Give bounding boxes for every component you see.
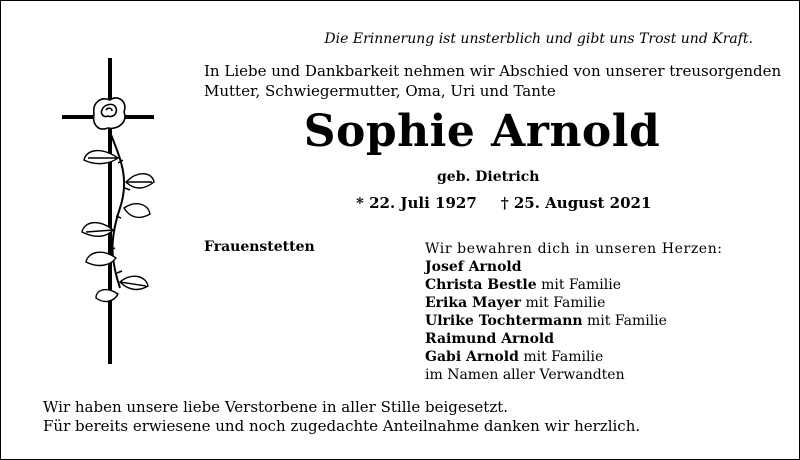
- death-date: † 25. August 2021: [500, 194, 652, 212]
- mourner-suffix: mit Familie: [536, 277, 622, 293]
- birth-name: geb. Dietrich: [437, 169, 540, 185]
- mourner-row: [425, 258, 723, 276]
- intro-text: [204, 61, 781, 101]
- mourner-name: Gabi Arnold: [425, 349, 519, 365]
- place-name: Frauenstetten: [204, 239, 315, 255]
- birth-date: * 22. Juli 1927: [356, 194, 477, 212]
- mourners-list: [425, 240, 723, 384]
- mourner-name: Erika Mayer: [425, 295, 521, 311]
- memorial-quote: Die Erinnerung ist unsterblich und gibt uns Trost und Kraft.: [324, 31, 753, 47]
- life-dates: [356, 194, 651, 212]
- intro-line-1: In Liebe und Dankbarkeit nehmen wir Abschied von unserer treusorgenden: [204, 62, 782, 80]
- mourner-row: [425, 348, 723, 366]
- mourners-lead: Wir bewahren dich in unseren Herzen:: [425, 241, 723, 257]
- mourner-row: [425, 312, 723, 330]
- mourner-name: Josef Arnold: [425, 259, 522, 275]
- mourner-row: [425, 330, 723, 348]
- mourner-row: [425, 294, 723, 312]
- deceased-name: Sophie Arnold: [303, 106, 661, 157]
- mourner-suffix: mit Familie: [582, 313, 667, 329]
- closing-line-1: Wir haben unsere liebe Verstorbene in aller Stille beigesetzt.: [43, 398, 509, 416]
- mourners-closing: im Namen aller Verwandten: [425, 367, 625, 383]
- intro-line-2: Mutter, Schwiegermutter, Oma, Uri und Tante: [204, 82, 556, 100]
- mourner-row: [425, 276, 723, 294]
- mourner-suffix: mit Familie: [521, 295, 606, 311]
- mourner-name: Ulrike Tochtermann: [425, 313, 583, 329]
- mourner-name: Raimund Arnold: [425, 331, 555, 347]
- mourner-name: Christa Bestle: [425, 277, 537, 293]
- mourner-suffix: mit Familie: [518, 349, 604, 365]
- cross-with-rose-icon: [58, 58, 158, 364]
- closing-line-2: Für bereits erwiesene und noch zugedachte Anteilnahme danken wir herzlich.: [43, 417, 641, 435]
- closing-text: [43, 398, 640, 436]
